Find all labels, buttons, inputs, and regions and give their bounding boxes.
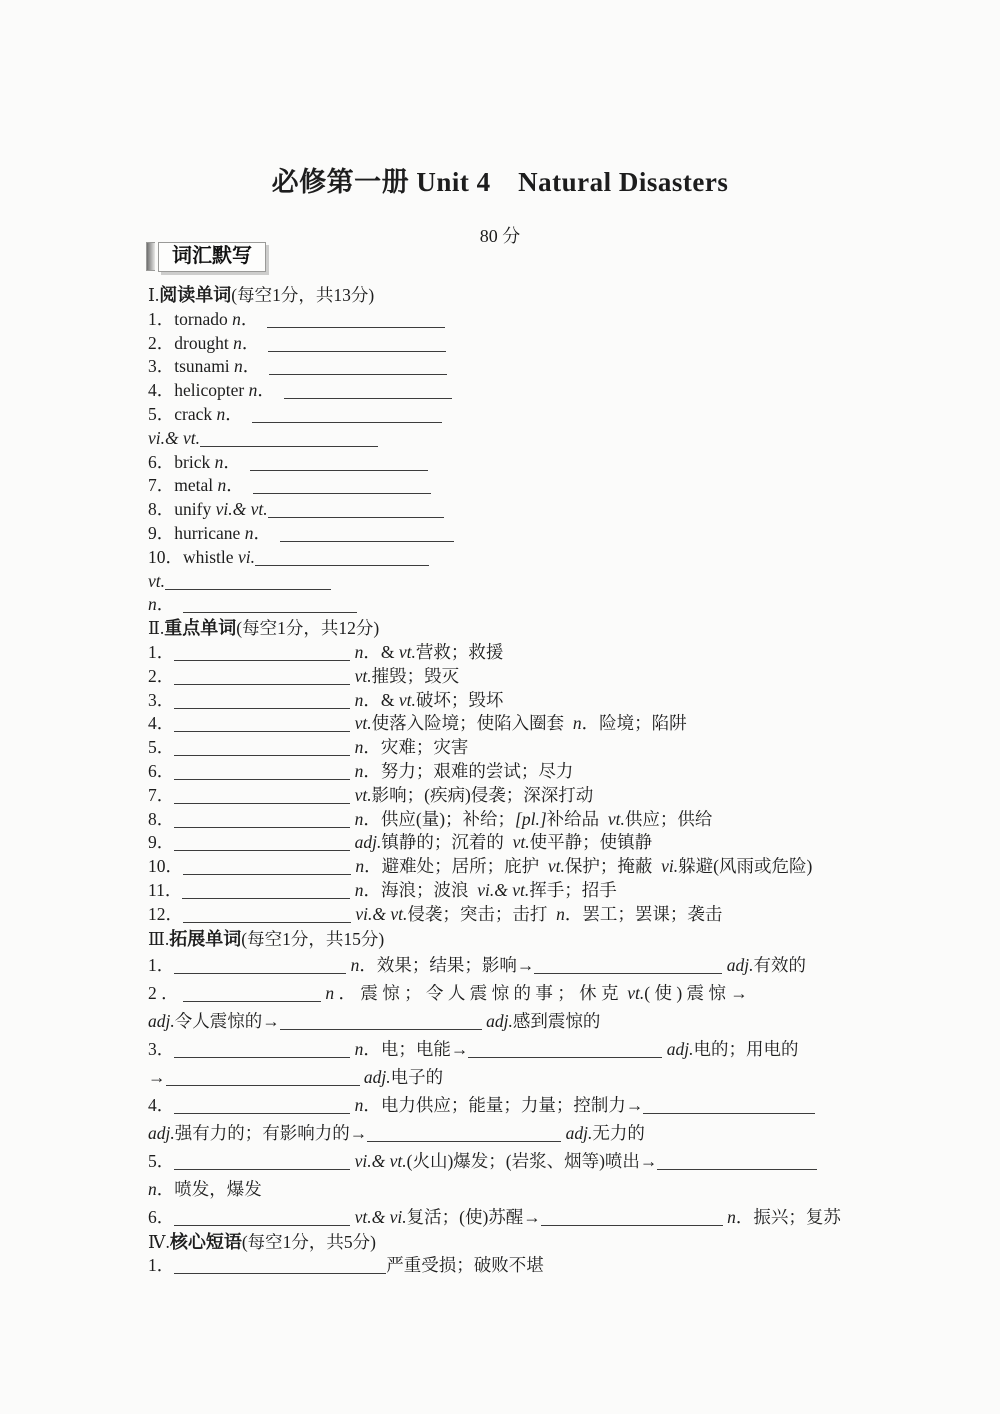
pos-label: vi.& vt. <box>355 903 408 924</box>
text-run: ． 震 惊 ； 令 人 震 惊 的 事 ； 休 克 <box>334 982 628 1003</box>
section-core-phrases <box>148 1231 864 1279</box>
text-run: 营救；救援 <box>415 641 504 662</box>
pos-label: vi.& vt. <box>477 879 530 900</box>
text-run: 挥手；招手 <box>529 879 617 900</box>
fill-in-blank[interactable] <box>174 813 350 828</box>
worksheet-line <box>148 831 864 855</box>
fill-in-blank[interactable] <box>174 717 350 732</box>
pos-label: n <box>234 356 243 377</box>
worksheet-line <box>148 1254 864 1278</box>
text-run: ．& <box>363 689 399 710</box>
text-run: ．喷发，爆发 <box>156 1178 262 1199</box>
fill-in-blank[interactable] <box>468 1043 662 1058</box>
text-run: 6． <box>148 760 175 781</box>
worksheet-line <box>148 855 864 879</box>
text-run: ． <box>240 308 268 329</box>
pos-label: n <box>354 760 364 781</box>
fill-in-blank[interactable] <box>643 1099 815 1114</box>
fill-in-blank[interactable] <box>534 959 722 974</box>
text-run: 3． <box>148 1038 175 1059</box>
text-run: 1． <box>148 1255 175 1276</box>
text-run: 3． <box>148 689 175 710</box>
pos-label: vi. <box>661 856 679 877</box>
text-run: 补给品 <box>546 808 608 829</box>
worksheet-line <box>148 1063 864 1091</box>
pos-label: vi.& vt. <box>354 1150 407 1171</box>
section-heading-key-words <box>148 617 864 641</box>
text-run: 10． <box>148 856 183 877</box>
pos-label: vt. <box>354 665 372 686</box>
text-run: 4． <box>148 713 175 734</box>
text-run: 8．unify <box>148 499 216 520</box>
pos-label: vt.& vi. <box>354 1206 407 1227</box>
text-run: 9． <box>148 832 175 853</box>
text-run: ．避难处；居所；庇护 <box>364 856 548 877</box>
pos-label: vi.& vt. <box>148 427 200 448</box>
section-meta: (每空1分，共5分) <box>241 1231 377 1252</box>
text-run: 有效的 <box>753 954 806 975</box>
worksheet-line <box>148 712 864 736</box>
text-run: 1． <box>148 954 175 975</box>
text-run: ( 使 ) 震 惊 → <box>644 982 748 1003</box>
text-run: ． <box>242 356 270 377</box>
pos-label: vi. <box>237 546 255 567</box>
fill-in-blank[interactable] <box>183 987 321 1002</box>
worksheet-line <box>148 1175 864 1203</box>
section-number: Ⅰ. <box>148 285 160 305</box>
text-run: ． <box>241 332 269 353</box>
text-run: 使落入险境；使陷入圈套 <box>371 713 573 734</box>
worksheet-line <box>148 1035 864 1063</box>
pos-label: n <box>248 380 258 401</box>
fill-in-blank[interactable] <box>166 1071 360 1086</box>
pos-label: n <box>727 1206 736 1227</box>
text-run: 12． <box>148 903 183 924</box>
text-run: ．罢工；罢课；袭击 <box>564 903 723 924</box>
worksheet-line <box>148 879 864 903</box>
worksheet-sections <box>148 284 864 1278</box>
text-run: ． <box>156 594 183 615</box>
worksheet-line <box>148 1119 864 1147</box>
worksheet-line <box>148 546 864 570</box>
fill-in-blank[interactable] <box>269 360 447 375</box>
pos-label: n <box>214 451 224 472</box>
pos-label: vt. <box>398 689 416 710</box>
section-title: 拓展单词 <box>169 928 242 949</box>
pos-label: adj. <box>148 1122 175 1143</box>
pos-label: n <box>354 641 364 662</box>
fill-in-blank[interactable] <box>174 1043 350 1058</box>
section-meta: (每空1分，共15分) <box>241 928 385 949</box>
worksheet-line <box>148 1091 864 1119</box>
pos-label: n <box>244 522 254 543</box>
worksheet-line <box>148 736 864 760</box>
text-run: 1．tornado <box>148 308 233 329</box>
text-run: 电的；用电的 <box>693 1038 799 1059</box>
pos-label: adj. <box>565 1122 593 1143</box>
text-run: 侵袭；突击；击打 <box>407 903 557 924</box>
text-run: 破坏；毁坏 <box>415 689 504 710</box>
section-extended-words <box>148 927 864 1231</box>
pos-label: vt. <box>627 982 645 1003</box>
fill-in-blank[interactable] <box>250 456 428 471</box>
fill-in-blank[interactable] <box>174 646 350 661</box>
text-run: 4．helicopter <box>148 380 249 401</box>
fill-in-blank[interactable] <box>253 479 431 494</box>
text-run: 8． <box>148 808 175 829</box>
text-run: 令人震惊的→ <box>174 1010 280 1031</box>
section-heading-extended-words <box>148 927 864 951</box>
fill-in-blank[interactable] <box>541 1211 723 1226</box>
text-run: 4． <box>148 1094 175 1115</box>
fill-in-blank[interactable] <box>174 789 350 804</box>
fill-in-blank[interactable] <box>165 575 331 590</box>
fill-in-blank[interactable] <box>280 527 454 542</box>
fill-in-blank[interactable] <box>657 1155 817 1170</box>
worksheet-line <box>148 760 864 784</box>
pos-label: adj. <box>666 1038 694 1059</box>
worksheet-line <box>148 1147 864 1175</box>
pos-label: n <box>232 308 241 329</box>
fill-in-blank[interactable] <box>174 836 350 851</box>
pos-label: [pl.] <box>515 808 547 829</box>
pos-label: vt. <box>148 570 166 591</box>
text-run: ．电；电能→ <box>363 1038 469 1059</box>
pos-label: n <box>148 1178 157 1199</box>
text-run: 3．tsunami <box>148 356 235 377</box>
worksheet-line <box>148 427 864 451</box>
worksheet-line <box>148 784 864 808</box>
text-run: ．海浪；波浪 <box>363 879 478 900</box>
fill-in-blank[interactable] <box>255 551 429 566</box>
worksheet-line <box>148 665 864 689</box>
text-run: 感到震惊的 <box>512 1010 601 1031</box>
fill-in-blank[interactable] <box>252 408 442 423</box>
text-run: ．灾难；灾害 <box>363 737 469 758</box>
worksheet-line <box>148 451 864 475</box>
fill-in-blank[interactable] <box>174 765 350 780</box>
worksheet-line <box>148 951 864 979</box>
pos-label: n <box>354 689 364 710</box>
text-run: 保护；掩蔽 <box>564 856 662 877</box>
worksheet-line <box>148 593 864 617</box>
text-run: 5．crack <box>148 403 217 424</box>
text-run: 2． <box>148 665 175 686</box>
text-run: ． <box>226 475 253 496</box>
text-run: 躲避(风雨或危险) <box>678 856 813 877</box>
worksheet-line <box>148 379 864 403</box>
pos-label: n <box>217 475 227 496</box>
section-meta: (每空1分，共12分) <box>236 618 380 639</box>
text-run: ．供应(量)；补给； <box>363 808 516 829</box>
pos-label: adj. <box>148 1010 175 1031</box>
pos-label: n <box>354 1094 364 1115</box>
text-run: ．电力供应；能量；力量；控制力→ <box>363 1094 644 1115</box>
fill-in-blank[interactable] <box>174 959 346 974</box>
text-run: ． <box>253 522 280 543</box>
text-run: ． <box>257 380 284 401</box>
text-run: ．振兴；复苏 <box>735 1206 841 1227</box>
pos-label: vi.& vt. <box>215 499 268 520</box>
fill-in-blank[interactable] <box>367 1127 561 1142</box>
pos-label: vt. <box>547 856 565 877</box>
fill-in-blank[interactable] <box>174 1211 350 1226</box>
pos-label: n <box>350 954 360 975</box>
pos-label: n <box>148 594 157 615</box>
worksheet-line <box>148 689 864 713</box>
section-title: 核心短语 <box>169 1231 242 1252</box>
worksheet-line <box>148 498 864 522</box>
worksheet-line <box>148 332 864 356</box>
pos-label: n <box>325 982 335 1003</box>
text-run: ． <box>223 451 250 472</box>
worksheet-line <box>148 641 864 665</box>
pos-label: n <box>556 903 565 924</box>
worksheet-line <box>148 903 864 927</box>
badge-bar-icon <box>146 242 155 271</box>
fill-in-blank[interactable] <box>268 503 444 518</box>
text-run: ．险境；陷阱 <box>581 713 687 734</box>
text-run: 摧毁；毁灭 <box>371 665 460 686</box>
pos-label: n <box>354 1038 364 1059</box>
text-run: 1． <box>148 641 175 662</box>
text-run: (火山)爆发；(岩浆、烟等)喷出→ <box>406 1150 658 1171</box>
pos-label: n <box>233 332 242 353</box>
worksheet-line <box>148 474 864 498</box>
pos-label: vt. <box>512 832 530 853</box>
worksheet-line <box>148 308 864 332</box>
fill-in-blank[interactable] <box>174 741 350 756</box>
pos-label: adj. <box>354 832 382 853</box>
fill-in-blank[interactable] <box>174 670 350 685</box>
pos-label: adj. <box>726 954 754 975</box>
fill-in-blank[interactable] <box>174 694 350 709</box>
text-run: 使平静；使镇静 <box>529 832 653 853</box>
text-run: ．效果；结果；影响→ <box>359 954 535 975</box>
fill-in-blank[interactable] <box>183 908 351 923</box>
pos-label: vt. <box>354 713 372 734</box>
text-run: 5． <box>148 737 175 758</box>
pos-label: adj. <box>486 1010 513 1031</box>
worksheet-line <box>148 570 864 594</box>
pos-label: n <box>216 403 226 424</box>
text-run: 11． <box>148 879 183 900</box>
worksheet-line <box>148 355 864 379</box>
section-reading-words <box>148 284 864 617</box>
text-run: → <box>148 1066 166 1087</box>
text-run: 无力的 <box>592 1122 645 1143</box>
section-key-words <box>148 617 864 926</box>
worksheet-line <box>148 808 864 832</box>
section-number: Ⅳ. <box>148 1231 170 1252</box>
pos-label: n <box>355 856 365 877</box>
pos-label: n <box>354 808 364 829</box>
fill-in-blank[interactable] <box>183 860 351 875</box>
text-run: 2 ． <box>148 982 183 1003</box>
section-number: Ⅱ. <box>148 618 165 639</box>
page-title: 必修第一册 Unit 4 Natural Disasters <box>271 167 729 197</box>
text-run: ．努力；艰难的尝试；尽力 <box>363 760 574 781</box>
badge-label: 词汇默写 <box>158 242 266 272</box>
section-heading-reading-words <box>148 284 864 308</box>
vocabulary-dictation-badge <box>146 242 266 272</box>
text-run: 9．hurricane <box>148 522 245 543</box>
text-run: 影响；(疾病)侵袭；深深打动 <box>371 784 594 805</box>
fill-in-blank[interactable] <box>174 1259 386 1274</box>
worksheet-line <box>148 1203 864 1231</box>
fill-in-blank[interactable] <box>280 1015 482 1030</box>
pos-label: vt. <box>607 808 625 829</box>
pos-label: adj. <box>363 1066 391 1087</box>
fill-in-blank[interactable] <box>267 313 445 328</box>
pos-label: vt. <box>354 784 372 805</box>
text-run: 2．drought <box>148 332 234 353</box>
text-run: 电子的 <box>390 1066 444 1087</box>
section-title: 重点单词 <box>164 618 237 639</box>
text-run: 严重受损；破败不堪 <box>386 1255 544 1276</box>
pos-label: n <box>354 879 364 900</box>
text-run: 强有力的；有影响力的→ <box>174 1122 368 1143</box>
fill-in-blank[interactable] <box>174 1099 350 1114</box>
fill-in-blank[interactable] <box>183 598 357 613</box>
text-run: 7．metal <box>148 475 218 496</box>
text-run: 10．whistle <box>148 546 238 567</box>
fill-in-blank[interactable] <box>200 432 378 447</box>
fill-in-blank[interactable] <box>284 384 452 399</box>
text-run: 供应；供给 <box>624 808 713 829</box>
text-run: ．& <box>363 641 399 662</box>
text-run: 7． <box>148 784 175 805</box>
text-run: 复活；(使)苏醒→ <box>406 1206 541 1227</box>
section-number: Ⅲ. <box>148 928 170 949</box>
worksheet-line <box>148 522 864 546</box>
pos-label: vt. <box>398 641 416 662</box>
fill-in-blank[interactable] <box>182 884 350 899</box>
pos-label: n <box>572 713 582 734</box>
text-run: 镇静的；沉着的 <box>381 832 513 853</box>
score-label: 80 分 <box>479 226 521 246</box>
text-run: ． <box>225 403 252 424</box>
text-run: 6． <box>148 1206 175 1227</box>
fill-in-blank[interactable] <box>268 337 446 352</box>
text-run: 5． <box>148 1150 175 1171</box>
worksheet-line <box>148 403 864 427</box>
section-title: 阅读单词 <box>159 285 232 305</box>
section-heading-core-phrases <box>148 1231 864 1255</box>
section-meta: (每空1分，共13分) <box>231 285 375 305</box>
worksheet-line <box>148 1007 864 1035</box>
fill-in-blank[interactable] <box>174 1155 350 1170</box>
worksheet-line <box>148 979 864 1007</box>
pos-label: n <box>354 737 364 758</box>
text-run: 6．brick <box>148 451 215 472</box>
